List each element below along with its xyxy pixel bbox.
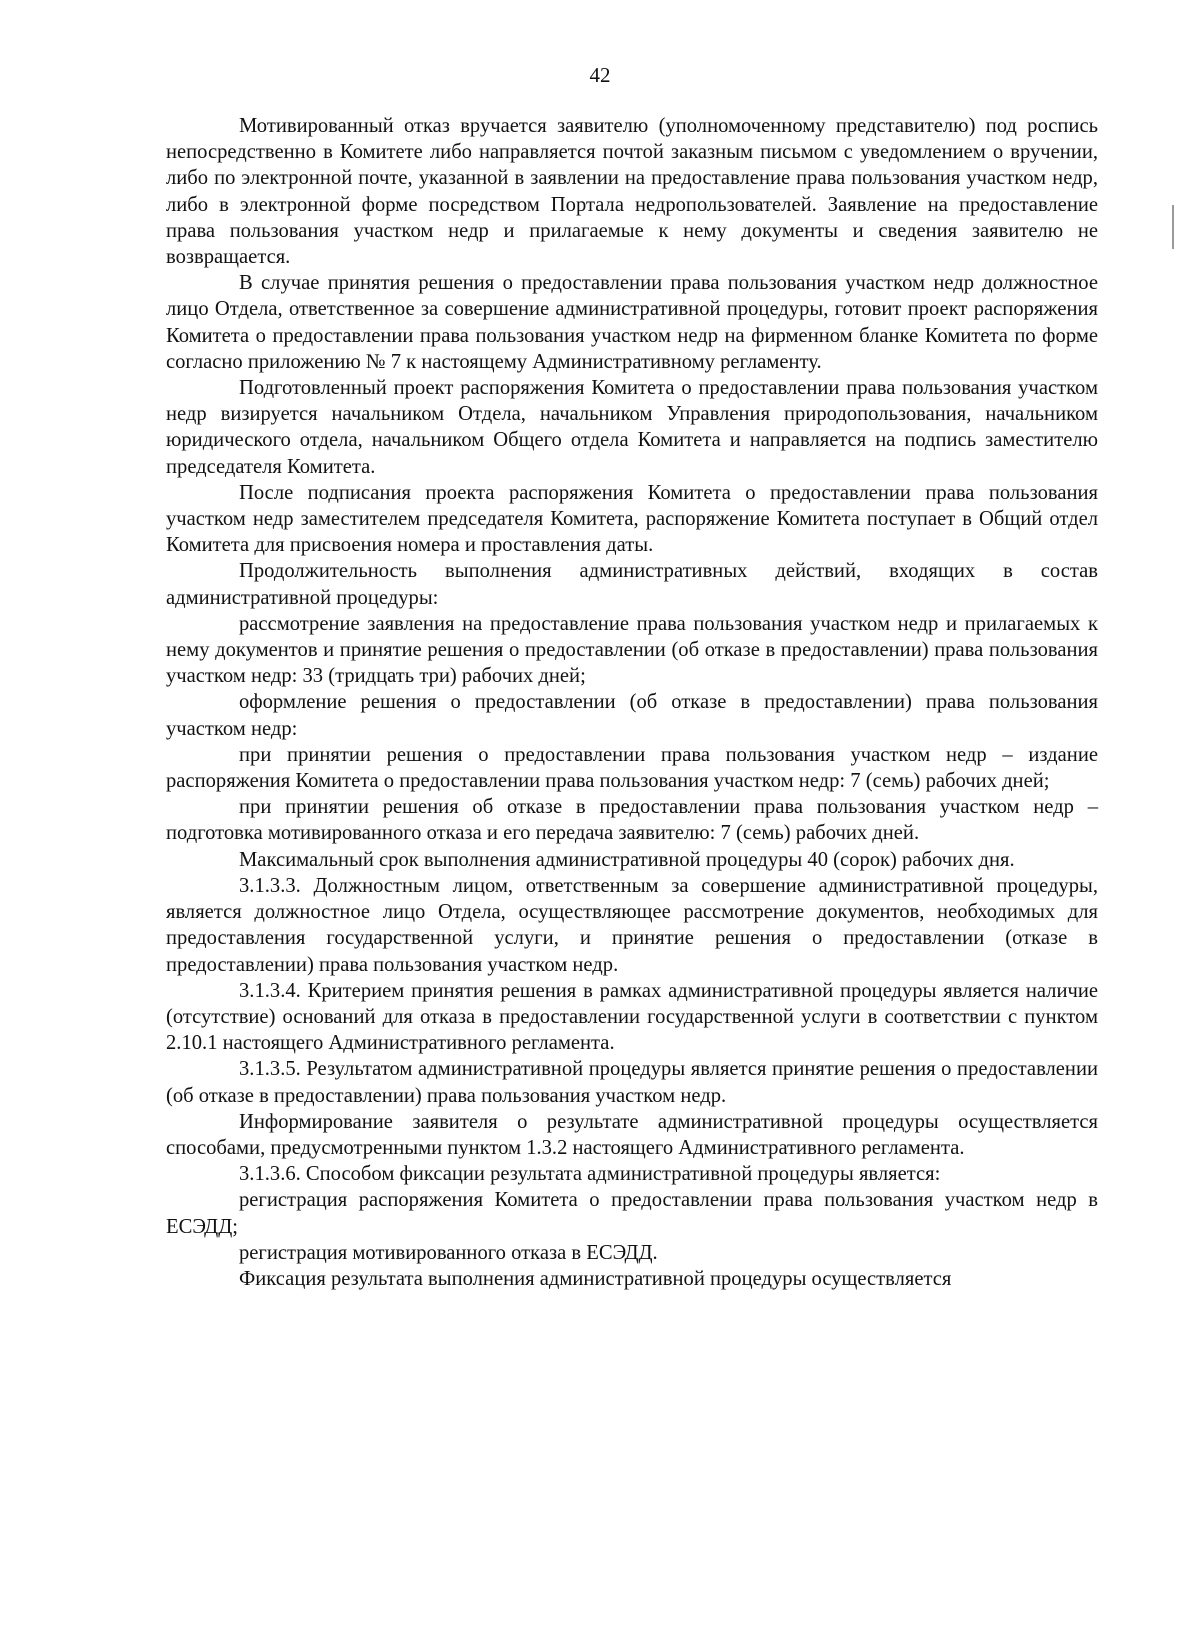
scan-margin-mark [1172,205,1174,249]
document-body [166,113,1098,1292]
paragraph: Продолжительность выполнения административных действий, входящих в состав административной процедуры: [166,560,1098,609]
paragraph: Максимальный срок выполнения административной процедуры 40 (сорок) рабочих дня. [239,848,1015,871]
paragraph: оформление решения о предоставлении (об отказе в предоставлении) права пользования участком недр: [166,691,1098,740]
page-number: 42 [589,63,611,87]
paragraph: 3.1.3.5. Результатом административной процедуры является принятие решения о предоставлении (об отказе в предоставлении) права пользования участком недр. [166,1058,1098,1107]
paragraph: Фиксация результата выполнения административной процедуры осуществляется [239,1267,952,1290]
paragraph: при принятии решения об отказе в предоставлении права пользования участком недр – подготовка мотивированного отказа и его передача заявителю: 7 (семь) рабочих дней. [166,796,1098,845]
paragraph: После подписания проекта распоряжения Комитета о предоставлении права пользования участком недр заместителем председателя Комитета, распоряжение Комитета поступает в Общий отдел Комитета для присвоения номера и проставления даты. [166,481,1098,557]
paragraph: регистрация распоряжения Комитета о предоставлении права пользования участком недр в ЕСЭДД; [166,1189,1098,1238]
paragraph: регистрация мотивированного отказа в ЕСЭДД. [239,1241,658,1264]
paragraph: 3.1.3.3. Должностным лицом, ответственным за совершение административной процедуры, является должностное лицо Отдела, осуществляющее рассмотрение документов, необходимых для предоставления государственной услуги, и принятие решения о предоставлении (отказе в предоставлении) права пользования участком недр. [166,874,1098,976]
paragraph: В случае принятия решения о предоставлении права пользования участком недр должностное лицо Отдела, ответственное за совершение административной процедуры, готовит проект распоряжения Комитета о предоставлении права пользования участком недр на фирменном бланке Комитета по форме согласно приложению № 7 к настоящему Административному регламенту. [166,272,1098,373]
paragraph: при принятии решения о предоставлении права пользования участком недр – издание распоряжения Комитета о предоставлении права пользования участком недр: 7 (семь) рабочих дней; [166,743,1098,793]
paragraph: 3.1.3.4. Критерием принятия решения в рамках административной процедуры является наличие (отсутствие) оснований для отказа в предоставлении государственной услуги в соответствии с пунктом 2.10.1 настоящего Административного регламента. [166,979,1098,1055]
paragraph: Подготовленный проект распоряжения Комитета о предоставлении права пользования участком недр визируется начальником Отдела, начальником Управления природопользования, начальником юридического отдела, начальником Общего отдела Комитета и направляется на подпись заместителю председателя Комитета. [166,377,1098,478]
paragraph: Информирование заявителя о результате административной процедуры осуществляется способами, предусмотренными пунктом 1.3.2 настоящего Административного регламента. [166,1110,1098,1159]
paragraph: 3.1.3.6. Способом фиксации результата административной процедуры является: [239,1163,941,1186]
paragraph: Мотивированный отказ вручается заявителю (уполномоченному представителю) под роспись непосредственно в Комитете либо направляется почтой заказным письмом с уведомлением о вручении, либо по электронной почте, указанной в заявлении на предоставление права пользования участком недр, либо в электронной форме посредством Портала недропользователей. Заявление на предоставление права пользования участком недр и прилагаемые к нему документы и сведения заявителю не возвращается. [166,115,1098,269]
paragraph: рассмотрение заявления на предоставление права пользования участком недр и прилагаемых к нему документов и принятие решения о предоставлении (об отказе в предоставлении) права пользования участком недр: 33 (тридцать три) рабочих дней; [166,612,1098,688]
